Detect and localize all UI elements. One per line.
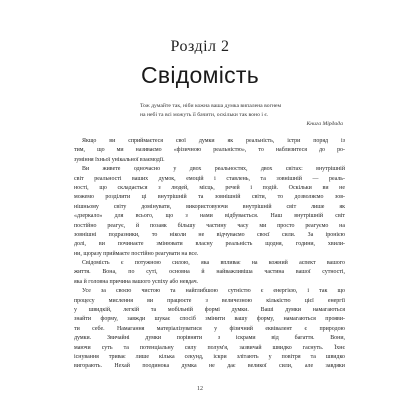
text-line: Якщо ви сприймаєтеся свої думки як реальність, істри поряд із xyxy=(82,138,345,144)
text-line: ності, що складається з людей, місць, речей і подій. Оскільки ви не xyxy=(74,184,345,191)
text-line: ни, щоразу приймаєте постійно реагувати на все. xyxy=(74,250,199,257)
chapter-title: Свідомість xyxy=(140,62,260,88)
text-line: нішньому світу домінувати, використовуючи внутрішній світ лише як xyxy=(74,203,345,210)
text-line: можемо розділити ці внутрішній та зовнішній світи, то дозволяємо зов- xyxy=(74,194,345,201)
text-line: світ реальності ваших думок, емоцій і ставлень, та зовнішній — реаль- xyxy=(74,175,345,182)
paragraph xyxy=(74,287,345,372)
epigraph-author: Книга Мірдада xyxy=(306,121,343,128)
text-line: долі, ви починаєте змінювати власну реальність щодня, години, хвили- xyxy=(74,241,345,248)
text-line: постійно реагує, й позаяк більшу частину часу ми просто реагуємо на xyxy=(74,222,345,229)
text-line: думки. Звичайні думки порівняти з іскрами від багаття. Вони, xyxy=(74,335,345,342)
text-line: маючи суть та потенціальну силу полум'я, зазвичай швидко гаснуть. Їхнє xyxy=(74,344,345,351)
text-line: існування триває лише кілька секунд, іскри злітають у повітря та швидко xyxy=(74,353,345,360)
text-line: життя. Вона, по суті, основна й найважливіша частина вашої сутності, xyxy=(74,269,345,276)
page-number: 12 xyxy=(197,386,203,392)
text-line: «дзеркало» для всього, що з нами відбувається. Наш внутрішній світ xyxy=(74,213,345,220)
text-line: у швидкій, легкій та мобільній формі думки. Ваші думки намагаються xyxy=(74,307,345,314)
text-line: процесу мислення ви працюєте з величезною кількістю цієї енергії xyxy=(74,297,345,304)
text-line: яка й головна причина вашого успіху або невдач. xyxy=(74,278,199,285)
text-line: Свідомість є потужною силою, яка впливає на кожний аспект вашого xyxy=(82,260,345,267)
paragraph xyxy=(74,137,345,165)
paragraph xyxy=(74,259,345,287)
text-line: знайти форму, завжди шукає спосіб змінити вашу форму, намагаються прояви- xyxy=(74,316,345,323)
text-line: Усе за своєю чистою та найглибшою сутністю є енергією, і так що xyxy=(82,288,345,295)
body-text xyxy=(74,137,345,372)
text-line: вигорають. Нехай поодинока думка не дає великої сили, але завдяки xyxy=(74,363,345,370)
epigraph-line: Тож думайте так, ніби кожна ваша думка випалена вогнем xyxy=(140,103,282,109)
epigraph-line: на небі та всі можуть її бачити, оскільки так воно і є. xyxy=(140,111,269,118)
text-line: тим, що ми називаємо «фізичною реальністю», то наблизитеся до ро- xyxy=(74,147,345,154)
chapter-label: Розділ 2 xyxy=(170,38,230,55)
text-line: зуміння їхньої унікальної взаємодії. xyxy=(74,156,165,163)
text-line: зовнішні подразники, то ніколи не відчуваємо своєї сили. За іронією xyxy=(74,231,345,238)
paragraph xyxy=(74,165,345,259)
epigraph xyxy=(140,102,343,129)
text-line: Ви живете одночасно у двох реальностях, двох світах: внутрішній xyxy=(82,166,345,173)
text-line: ти себе. Намагання матеріалізуватися у фізичний еквівалент є природою xyxy=(74,325,345,332)
